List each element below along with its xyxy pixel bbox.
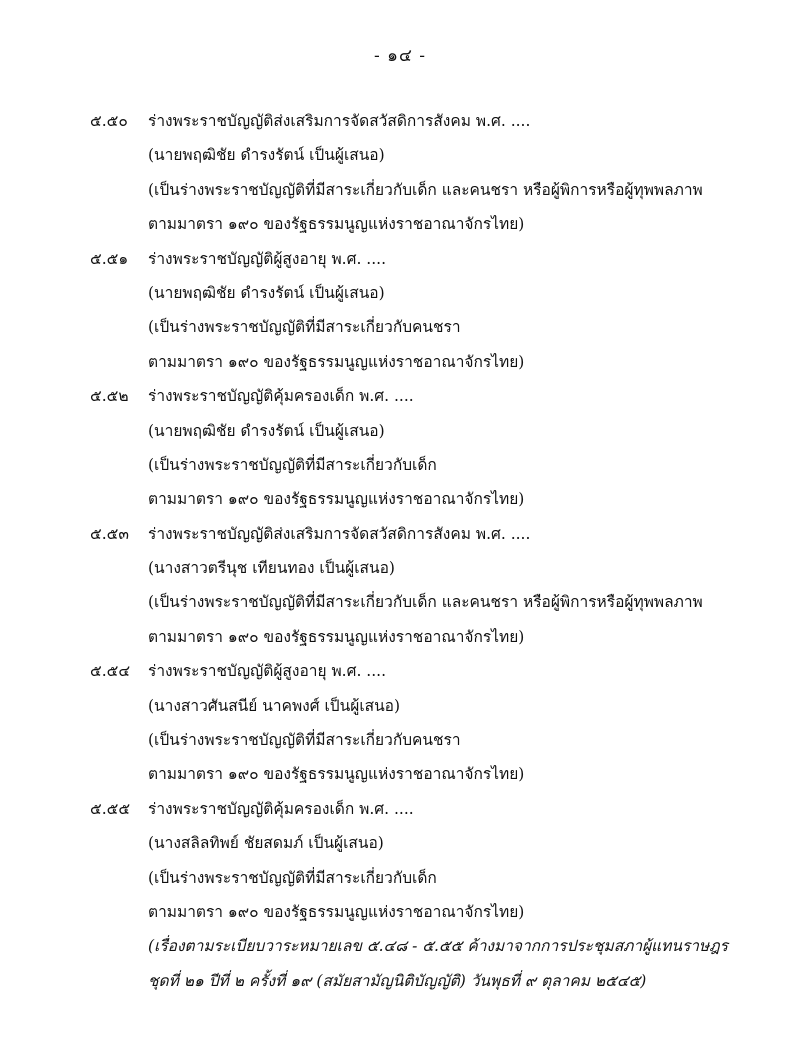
agenda-item-note: (เป็นร่างพระราชบัญญัติที่มีสาระเกี่ยวกับเด็ก [148,868,437,887]
agenda-item-note: ตามมาตรา ๑๙๐ ของรัฐธรรมนูญแห่งราชอาณาจักรไทย) [148,215,525,234]
agenda-item [0,242,800,380]
agenda-item-note-line [0,345,800,379]
footnote-line [0,929,800,963]
footnote-text: ชุดที่ ๒๑ ปีที่ ๒ ครั้งที่ ๑๙ (สมัยสามัญนิติบัญญัติ) วันพุธที่ ๙ ตุลาคม ๒๕๔๕) [148,971,647,990]
agenda-item-header [0,654,800,688]
agenda-item-header [0,517,800,551]
agenda-item-note-line [0,448,800,482]
agenda-item-note-line [0,620,800,654]
agenda-item-proposer-line [0,826,800,860]
agenda-item [0,104,800,242]
agenda-item-header [0,104,800,138]
agenda-item-title: ร่างพระราชบัญญัติผู้สูงอายุ พ.ศ. .... [148,662,387,681]
agenda-item-note-line [0,723,800,757]
agenda-item [0,654,800,792]
agenda-item-proposer: (นางสาวตรีนุช เทียนทอง เป็นผู้เสนอ) [148,559,395,578]
agenda-item-note: ตามมาตรา ๑๙๐ ของรัฐธรรมนูญแห่งราชอาณาจักรไทย) [148,352,525,371]
agenda-item-note-line [0,310,800,344]
agenda-item-title: ร่างพระราชบัญญัติผู้สูงอายุ พ.ศ. .... [148,249,387,268]
agenda-item-note: (เป็นร่างพระราชบัญญัติที่มีสาระเกี่ยวกับคนชรา [148,318,461,337]
agenda-item-proposer: (นางสาวศันสนีย์ นาคพงศ์ เป็นผู้เสนอ) [148,696,401,715]
agenda-item-number: ๕.๕๕ [90,799,131,818]
agenda-item-title: ร่างพระราชบัญญัติส่งเสริมการจัดสวัสดิการสังคม พ.ศ. .... [148,524,531,543]
agenda-item-note-line [0,207,800,241]
agenda-item-note-line [0,895,800,929]
agenda-item-note-line [0,757,800,791]
agenda-item-proposer-line [0,414,800,448]
agenda-item-number: ๕.๕๑ [90,249,129,268]
agenda-item-note: ตามมาตรา ๑๙๐ ของรัฐธรรมนูญแห่งราชอาณาจักรไทย) [148,902,525,921]
page-number: - ๑๔ - [374,46,426,66]
agenda-item-number: ๕.๕๔ [90,662,131,681]
agenda-item-proposer-line [0,551,800,585]
agenda-item-note-line [0,173,800,207]
agenda-item-note: (เป็นร่างพระราชบัญญัติที่มีสาระเกี่ยวกับคนชรา [148,731,461,750]
agenda-item-note: ตามมาตรา ๑๙๐ ของรัฐธรรมนูญแห่งราชอาณาจักรไทย) [148,765,525,784]
agenda-item-title: ร่างพระราชบัญญัติส่งเสริมการจัดสวัสดิการสังคม พ.ศ. .... [148,112,531,130]
agenda-item-proposer-line [0,689,800,723]
agenda-item-title: ร่างพระราชบัญญัติคุ้มครองเด็ก พ.ศ. .... [148,799,414,818]
agenda-item [0,792,800,930]
agenda-item-header [0,242,800,276]
agenda-item [0,517,800,655]
agenda-item-note: (เป็นร่างพระราชบัญญัติที่มีสาระเกี่ยวกับเด็ก และคนชรา หรือผู้พิการหรือผู้ทุพพลภาพ [148,180,703,199]
agenda-item [0,379,800,517]
agenda-item-proposer-line [0,276,800,310]
footnote-text: (เรื่องตามระเบียบวาระหมายเลข ๕.๔๘ - ๕.๕๕ ค้างมาจากการประชุมสภาผู้แทนราษฎร [148,937,728,956]
agenda-item-note-line [0,482,800,516]
agenda-item-proposer: (นายพฤฒิชัย ดำรงรัตน์ เป็นผู้เสนอ) [148,421,385,440]
agenda-footnote [0,929,800,998]
agenda-item-number: ๕.๕๒ [90,387,129,406]
agenda-item-note: (เป็นร่างพระราชบัญญัติที่มีสาระเกี่ยวกับเด็ก [148,455,437,474]
agenda-items [0,104,800,998]
agenda-item-number: ๕.๕๐ [90,112,128,130]
agenda-item-number: ๕.๕๓ [90,524,129,543]
footnote-line [0,964,800,998]
agenda-item-note: (เป็นร่างพระราชบัญญัติที่มีสาระเกี่ยวกับเด็ก และคนชรา หรือผู้พิการหรือผู้ทุพพลภาพ [148,593,703,612]
agenda-item-note: ตามมาตรา ๑๙๐ ของรัฐธรรมนูญแห่งราชอาณาจักรไทย) [148,627,525,646]
agenda-item-header [0,792,800,826]
agenda-item-proposer: (นายพฤฒิชัย ดำรงรัตน์ เป็นผู้เสนอ) [148,283,385,302]
agenda-item-proposer-line [0,138,800,172]
agenda-item-note-line [0,861,800,895]
agenda-item-header [0,379,800,413]
agenda-item-note: ตามมาตรา ๑๙๐ ของรัฐธรรมนูญแห่งราชอาณาจักรไทย) [148,490,525,509]
agenda-item-proposer: (นางสลิลทิพย์ ชัยสดมภ์ เป็นผู้เสนอ) [148,834,384,853]
agenda-item-proposer: (นายพฤฒิชัย ดำรงรัตน์ เป็นผู้เสนอ) [148,146,385,165]
agenda-item-title: ร่างพระราชบัญญัติคุ้มครองเด็ก พ.ศ. .... [148,387,414,406]
agenda-item-note-line [0,585,800,619]
